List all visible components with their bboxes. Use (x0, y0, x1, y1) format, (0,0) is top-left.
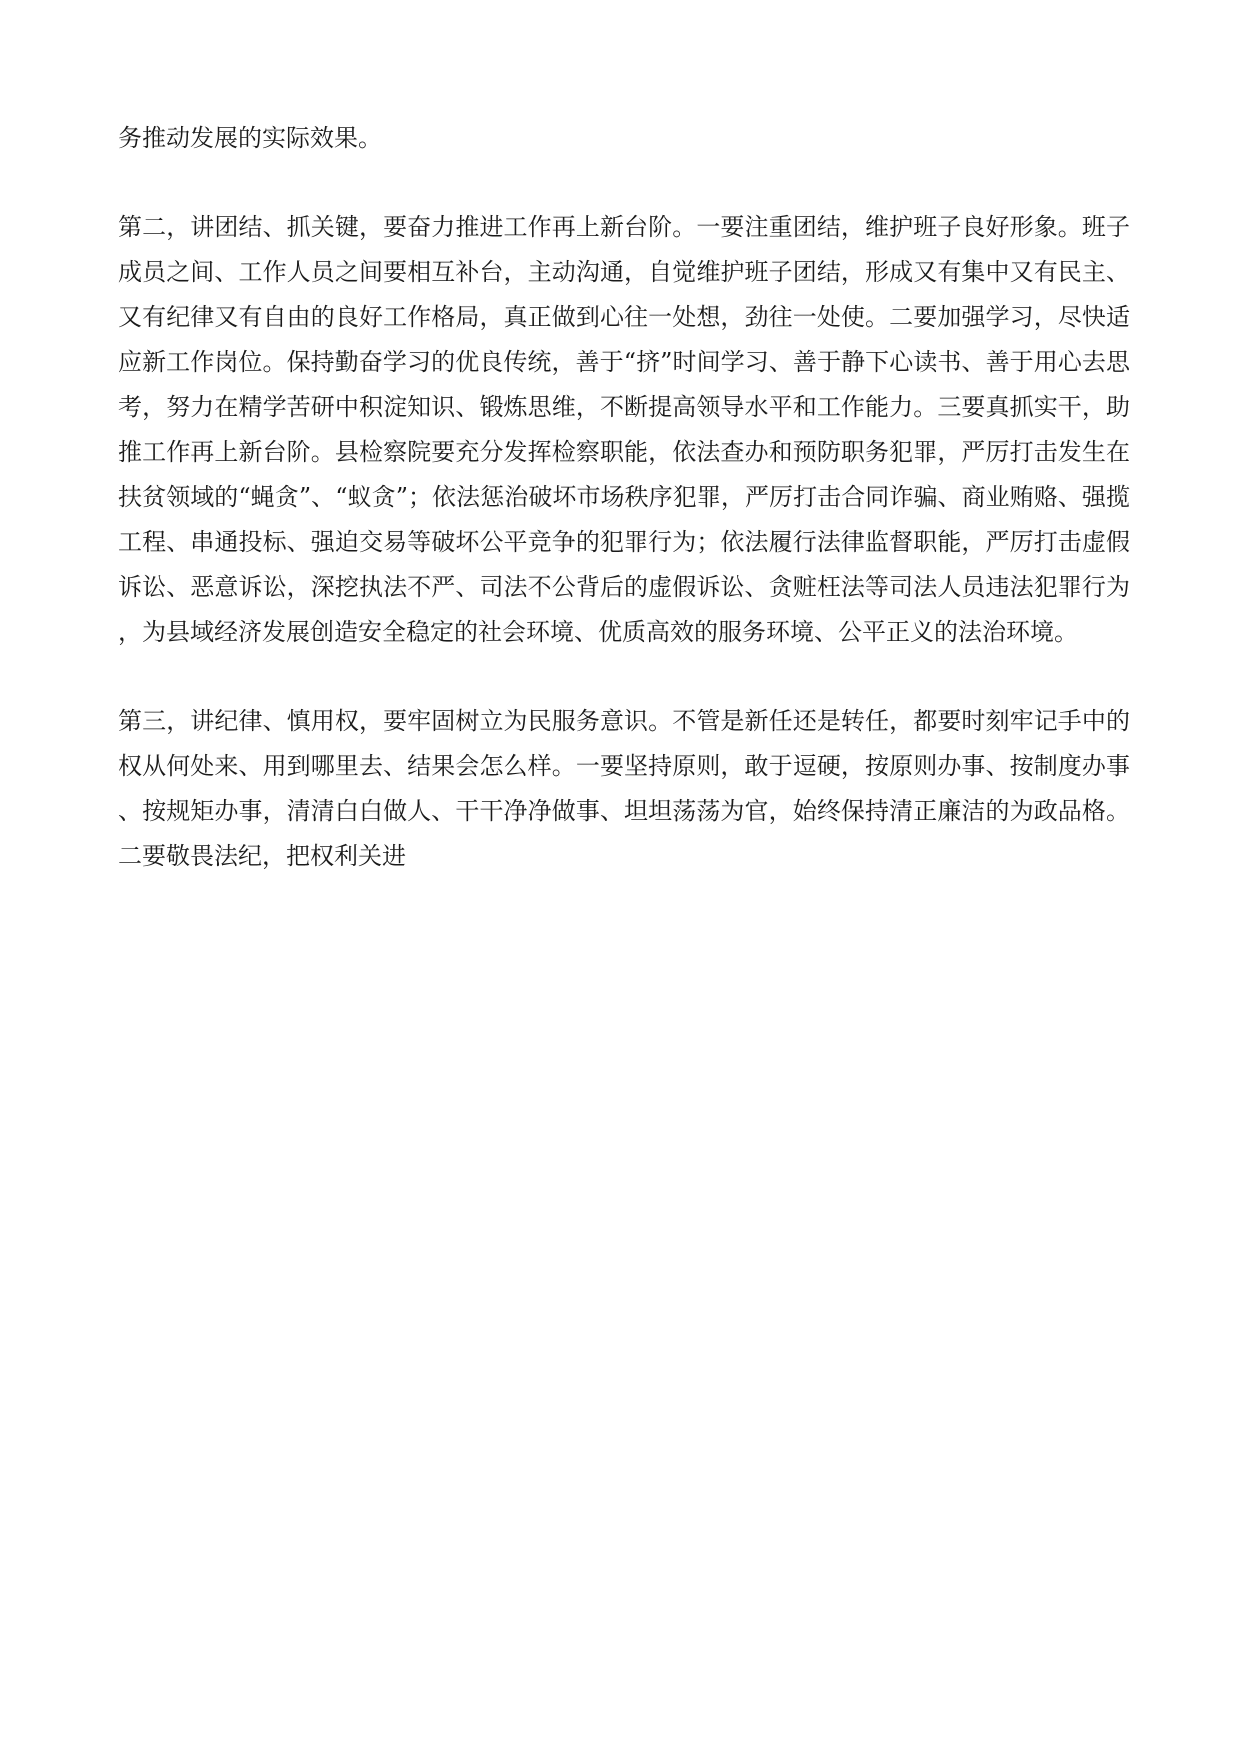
paragraph-continuation: 务推动发展的实际效果。 (118, 124, 382, 152)
paragraph-third-point: 第三，讲纪律、慎用权，要牢固树立为民服务意识。不管是新任还是转任，都要时刻牢记手中的权从何处来、用到哪里去、结果会怎么样。一要坚持原则，敢于逗硬，按原则办事、按制度办事、按规矩办事，清清白白做人、干干净净做事、坦坦荡荡为官，始终保持清正廉洁的为政品格。二要敬畏法纪，把权利关进 (118, 707, 1130, 870)
paragraph-second-point: 第二，讲团结、抓关键，要奋力推进工作再上新台阶。一要注重团结，维护班子良好形象。班子成员之间、工作人员之间要相互补台，主动沟通，自觉维护班子团结，形成又有集中又有民主、又有纪律又有自由的良好工作格局，真正做到心往一处想，劲往一处使。二要加强学习，尽快适应新工作岗位。保持勤奋学习的优良传统，善于“挤”时间学习、善于静下心读书、善于用心去思考，努力在精学苦研中积淀知识、锻炼思维，不断提高领导水平和工作能力。三要真抓实干，助推工作再上新台阶。县检察院要充分发挥检察职能，依法查办和预防职务犯罪，严厉打击发生在扶贫领域的“蝇贪”、“蚁贪”；依法惩治破坏市场秩序犯罪，严厉打击合同诈骗、商业贿赂、强揽工程、串通投标、强迫交易等破坏公平竞争的犯罪行为；依法履行法律监督职能，严厉打击虚假诉讼、恶意诉讼，深挖执法不严、司法不公背后的虚假诉讼、贪赃枉法等司法人员违法犯罪行为，为县域经济发展创造安全稳定的社会环境、优质高效的服务环境、公平正义的法治环境。 (118, 213, 1130, 646)
document-body (118, 116, 1130, 879)
